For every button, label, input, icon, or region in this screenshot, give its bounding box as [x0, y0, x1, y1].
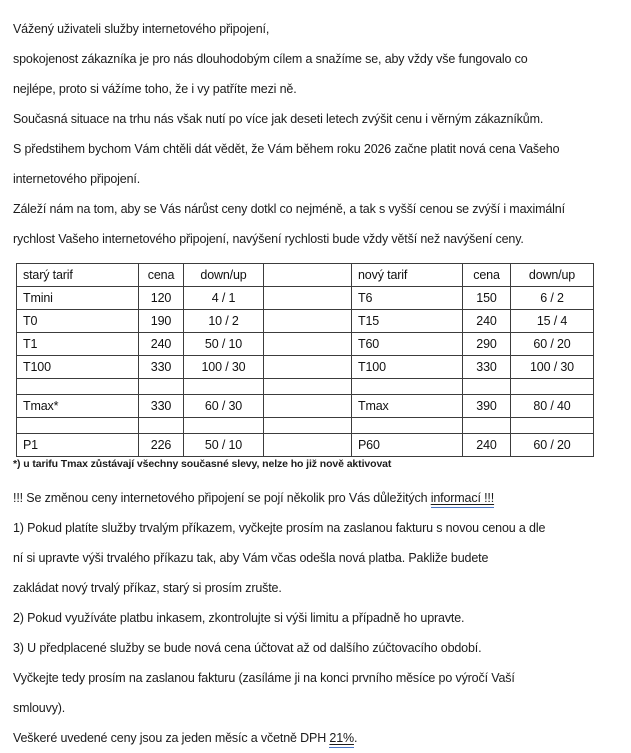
table-cell: 50 / 10	[184, 434, 264, 457]
table-cell	[511, 379, 594, 395]
notice-section	[13, 483, 621, 753]
table-cell: 290	[463, 333, 511, 356]
table-cell	[511, 418, 594, 434]
table-row	[17, 287, 594, 310]
instruction-line: Vyčkejte tedy prosím na zaslanou fakturu (zasíláme ji na konci prvního měsíce po výročí Vaší	[13, 671, 515, 685]
table-cell: 240	[463, 310, 511, 333]
table-cell: 10 / 2	[184, 310, 264, 333]
table-cell	[463, 418, 511, 434]
intro-line: rychlost Vašeho internetového připojení, navýšení rychlosti bude vždy větší než navýšení ceny.	[13, 232, 524, 246]
table-cell: 60 / 20	[511, 434, 594, 457]
table-cell	[264, 356, 352, 379]
table-cell: P1	[17, 434, 139, 457]
table-cell: 80 / 40	[511, 395, 594, 418]
table-cell: 6 / 2	[511, 287, 594, 310]
intro-line: Záleží nám na tom, aby se Vás nárůst ceny dotkl co nejméně, a tak s vyšší cenou se zvýší i maximální	[13, 202, 565, 216]
table-cell: P60	[352, 434, 463, 457]
table-cell	[264, 379, 352, 395]
vat-tail-text: .	[353, 731, 358, 745]
notice-lead-text: !!! Se změnou ceny internetového připojení se pojí několik pro Vás důležitých	[13, 491, 431, 505]
table-cell: 190	[139, 310, 184, 333]
table-cell	[352, 418, 463, 434]
intro-line: spokojenost zákazníka je pro nás dlouhodobým cílem a snažíme se, aby vždy vše fungovalo co	[13, 52, 528, 66]
table-cell: T1	[17, 333, 139, 356]
table-row	[17, 310, 594, 333]
instruction-line: 3) U předplacené služby se bude nová cena účtovat až od dalšího zúčtovacího období.	[13, 641, 482, 655]
table-row	[17, 356, 594, 379]
vat-percentage: 21%	[329, 731, 354, 748]
table-cell: Tmax	[352, 395, 463, 418]
column-header	[264, 264, 352, 287]
table-cell: T100	[17, 356, 139, 379]
table-row	[17, 418, 594, 434]
table-row	[17, 395, 594, 418]
intro-line: Vážený uživateli služby internetového připojení,	[13, 22, 270, 36]
table-cell	[139, 418, 184, 434]
table-cell: 226	[139, 434, 184, 457]
table-cell: 100 / 30	[511, 356, 594, 379]
table-cell: 150	[463, 287, 511, 310]
table-cell: T100	[352, 356, 463, 379]
table-cell: 120	[139, 287, 184, 310]
table-cell	[264, 333, 352, 356]
table-cell: 60 / 20	[511, 333, 594, 356]
table-cell: 60 / 30	[184, 395, 264, 418]
intro-line: Současná situace na trhu nás však nutí po více jak deseti letech zvýšit cenu i věrným zákazníkům.	[13, 112, 544, 126]
tariff-table	[16, 263, 594, 457]
vat-line	[13, 723, 621, 753]
table-cell: 330	[139, 356, 184, 379]
table-cell: 330	[139, 395, 184, 418]
table-cell: 100 / 30	[184, 356, 264, 379]
table-cell	[463, 379, 511, 395]
vat-lead-text: Veškeré uvedené ceny jsou za jeden měsíc a včetně DPH	[13, 731, 330, 745]
column-header: down/up	[511, 264, 594, 287]
intro-line: nejlépe, proto si vážíme toho, že i vy patříte mezi ně.	[13, 82, 297, 96]
column-header: starý tarif	[17, 264, 139, 287]
table-cell	[184, 379, 264, 395]
instruction-line: zakládat nový trvalý příkaz, starý si prosím zrušte.	[13, 581, 282, 595]
table-cell: 4 / 1	[184, 287, 264, 310]
intro-paragraphs	[13, 14, 621, 254]
intro-line: S předstihem bychom Vám chtěli dát vědět, že Vám během roku 2026 začne platit nová cena Vašeho	[13, 142, 560, 156]
table-cell: T0	[17, 310, 139, 333]
instruction-line: 1) Pokud platíte služby trvalým příkazem, vyčkejte prosím na zaslanou fakturu s novou cenou a dle	[13, 521, 546, 535]
table-row	[17, 379, 594, 395]
table-cell: Tmini	[17, 287, 139, 310]
header-row	[17, 264, 594, 287]
table-cell: 50 / 10	[184, 333, 264, 356]
table-cell	[17, 379, 139, 395]
table-cell: T60	[352, 333, 463, 356]
tariff-table-head	[17, 264, 594, 287]
important-notice-line	[13, 483, 621, 513]
table-cell: 330	[463, 356, 511, 379]
table-cell	[264, 418, 352, 434]
column-header: cena	[139, 264, 184, 287]
table-cell: 240	[463, 434, 511, 457]
table-cell	[264, 310, 352, 333]
table-cell	[17, 418, 139, 434]
table-cell: 240	[139, 333, 184, 356]
table-cell: 15 / 4	[511, 310, 594, 333]
table-cell	[139, 379, 184, 395]
table-cell	[352, 379, 463, 395]
table-cell	[264, 434, 352, 457]
table-cell: T15	[352, 310, 463, 333]
table-cell: T6	[352, 287, 463, 310]
instruction-line: 2) Pokud využíváte platbu inkasem, zkontrolujte si výši limitu a případně ho upravte.	[13, 611, 465, 625]
table-cell	[264, 287, 352, 310]
column-header: cena	[463, 264, 511, 287]
instruction-line: smlouvy).	[13, 701, 66, 715]
table-cell	[184, 418, 264, 434]
table-cell: 390	[463, 395, 511, 418]
table-cell: Tmax*	[17, 395, 139, 418]
table-cell	[264, 395, 352, 418]
intro-line: internetového připojení.	[13, 172, 141, 186]
table-row	[17, 434, 594, 457]
notice-underlined-text: informací !!!	[431, 491, 494, 508]
tariff-table-body	[17, 287, 594, 457]
instruction-line: ní si upravte výši trvalého příkazu tak, aby Vám včas odešla nová platba. Pakliže budete	[13, 551, 489, 565]
column-header: down/up	[184, 264, 264, 287]
table-footnote: *) u tarifu Tmax zůstávají všechny současné slevy, nelze ho již nově aktivovat	[13, 458, 392, 470]
table-row	[17, 333, 594, 356]
column-header: nový tarif	[352, 264, 463, 287]
